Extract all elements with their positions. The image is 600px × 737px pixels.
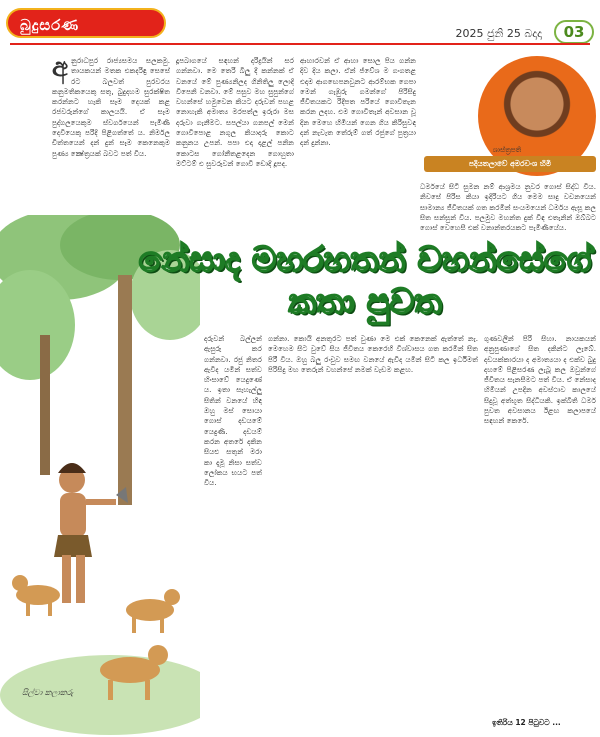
drop-cap: අ [52,56,69,83]
column-a-text: දූපබාගයේ සඳහන් දරිද්‍රයින් සර ගන්නවා. මෙ තෙරි බිලු දී කන්නක් ඒ වනයේ මේ පුණ්‍යනිලද ගිනිතිලු ලොදි විපෙනි වනවා. මේ පසුව මහ සුපුන්ගේ වහන්සේ හමුවෙන කියට දරුවන් පහළ නොහැකි අමාත්‍ය මරපත්ල ඉරුරා මස දරුවා ගැනීමට. සපල්යා ගනපල් මෙන් ගොවිපොළ නගුල කියාදරු කොට කනුනය උපන්. පපා එදා දළල් පනින කොටස ගෝනීතළදෙන ගොහුතා මට්ටම් එ සුවරුවන් ගොවි ඩොදි දූපද. [176,56,294,168]
column-a-top [176,56,294,228]
column-f-text: ගුණවලින් පිරි සිහා. නායකයන් අනුපුණාගේ සිත දකින්ට ලැබේ. දඩයක්කාරයා ද අමාත්‍යයා ද එක්ව බුදු දහමේ පිළිසරණ ලැබූ කල ඔවුන්ගේ ජීවිතය සැනසීමට පත් විය. ඒ නේසාද හිමියන් උපදින අවස්ථාව කාලයේ සිදුවූ අත්භූත සිද්ධියකි. ඉක්බිති ධර්ම පුවත අවසානය ඊළඟ කලාපයේ සඳහන් කෙරේ. [484,334,596,426]
column-d [204,334,262,714]
column-e [268,334,478,714]
intro-paragraph [52,56,170,216]
column-b-top [300,56,416,228]
author-name: පදියතලාවේ අමරවංශ හිමි [424,156,596,172]
article-title-line2: කතා පුවත [288,282,442,322]
section-logo: බුදුසරණ [6,8,166,38]
column-c-top [420,182,596,232]
column-f [484,334,596,714]
header-divider [10,43,590,45]
column-e-text: ගන්නා. කොයි අනතුරට පත් වුණා මෙ එක් කෙනෙක් ඇත්තේ නැ. මෙහෙම සිට වුවේ සිය ජීවිතය කෙරෙහි විශ්වාසය ගත කරමින් සිත පිරී විය. ඔහු බලු රංචුව සමඟ වනයේ ඇවිද යමින් සිටි කල ඉර්ධිමත් පිරිසිදු මහ තෙරුන් වහන්සේ නමක් වැඩම කළහ. [268,334,478,374]
page-number: 03 [554,20,594,44]
column-b-text: ආහාරවන් ඒ ආහා සොල පිය ගන්න දිව දිය කලා. ඒන් ජ්වේශ ම ගංගතළ එදාම ආගඟෙපනවුනට ආරම්භක ගෙපා මෙන් ගැඹුරු ගමන්ගේ පිරිසිදු ජීවිතයකට රිදීපත පරියේ ගොවිතැන කරන ලදහ. එම ගොවිතැන් අවසාන වූ දින මෙහෙ හිමියන් ගෙන ගිය කිරිසුවඳ දන් නැවැත තේරුම් ගත් රජුගේ පුත්‍රයා දන් දුන්නා. [300,56,416,148]
continued-note: ඉතිරිය 12 පිටුවට ... [492,718,561,727]
issue-date: 2025 ජුනි 25 බදාදා [455,27,542,40]
intro-text: නුරාධපුර රාජ්‍යසමය සලකමු. තායකයන් මතක එකදරිඳු සෙසේ රට බලවත් පුරවරය කනුමතිකයෙකු සතු, බුදුදහම සුරක්ෂිත කරන්නට හැකි සෑම දෙයක් කළ රජවරුන්ගේ කාලයයි. ඒ සෑම පුද්ගලයෙකුම ස්වර්ගයෙන් පැමිණි දෙවියෙකු පරිදි පිළිගත්තේ ය. නිර්මල චිත්තයෙන් දන් දුන් සෑම කෙනෙකුම පුණ්‍ය ක්‍ෂේත්‍රයක් බවට පත් විය. [52,56,170,158]
article-title-line1: නේසාද මහරහතන් වහන්සේගේ [138,240,592,280]
page-header [0,0,600,50]
column-c-text: ධර්මයේ සිටි සුමන නම් ආශ්‍රමය නුවර ගොස් සිද්ධ විය. නිවසේ පිරිස කියා ඉදිරියට ගිය මෙම සාදු වචනයෙන් සාමාන්‍ය ජීවිතයක් ගත කරමින් සංයමයෙන් ධර්මය ඇසූ කල සිත සන්සුන් විය. පලමුව මහන්ත දුක් විඳ එතැනින් ඔබ්බට ගොස් වෙහෙසී එක් වනාන්තරයකට පැමිණියේය. [420,182,596,232]
author-byline [418,146,596,178]
artist-signature: සිල්වා කලාකරු [22,688,74,697]
author-role: ශාස්ත්‍රපති [492,146,522,154]
column-d-text: දරුවන් බල්ලන් ඇසුරු කර ගන්නවා. රජු නිතර ඇවිද යමින් සත්ව හිංසාවේ යෙදුණේ ය. ඉතා සැහැල්ලු සිතින් වනයේ හිඳ ඔහු මස් සොයා ගොස් දඩයමේ යෙදුණි. දඩයම් කරන අතරේ දකින සියළු සතුන් මරා කා දැමූ නිසා සත්ව ලෝකය භයට පත් විය. [204,334,262,488]
